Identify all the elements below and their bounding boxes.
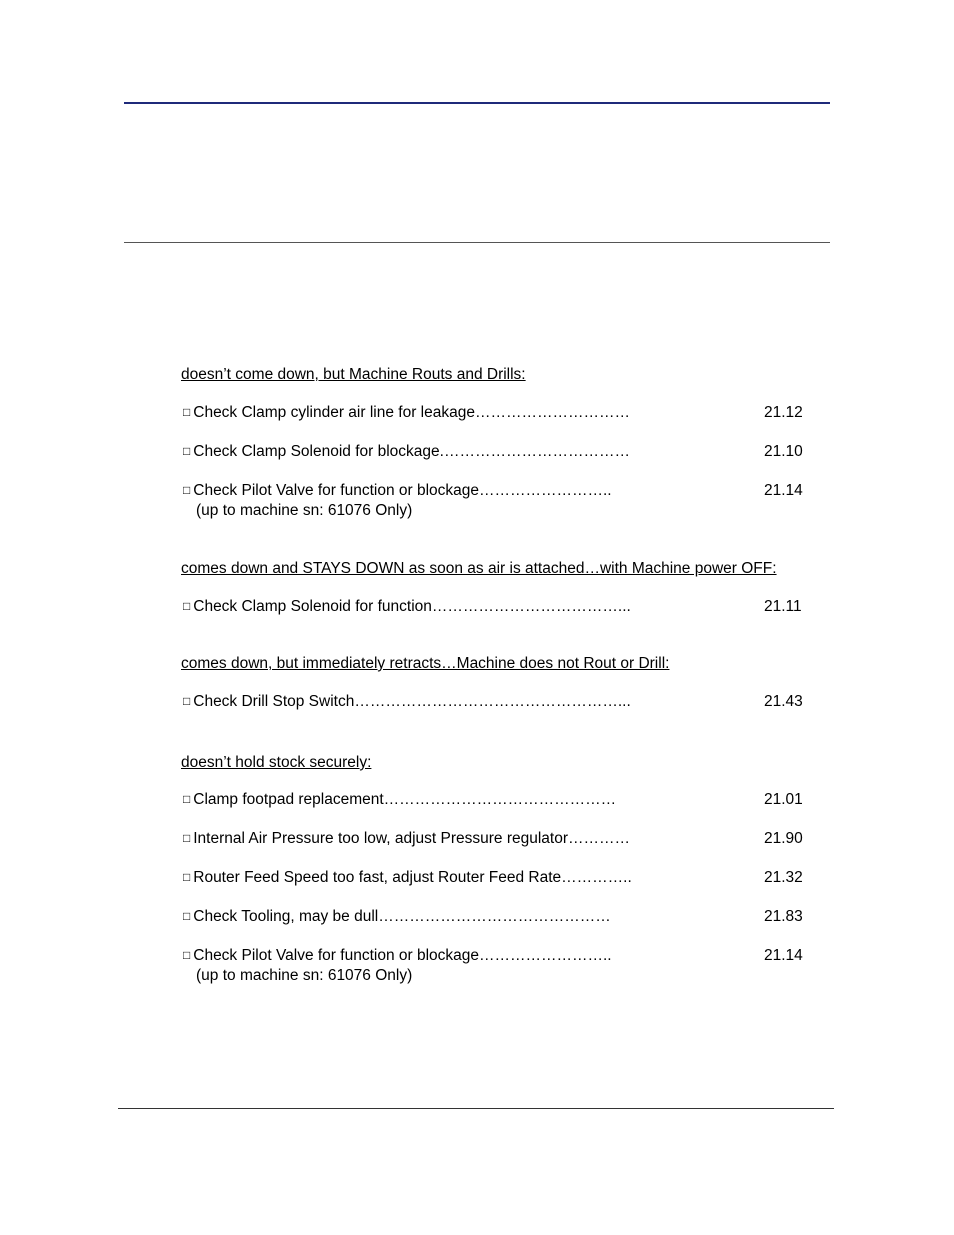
header-rule-top: [124, 102, 830, 104]
item-reference: 21.12: [764, 404, 803, 421]
checklist-item: [183, 869, 823, 887]
section-heading: doesn’t come down, but Machine Routs and Drills:: [181, 366, 526, 383]
checklist-item: [183, 482, 823, 520]
section-heading: comes down, but immediately retracts…Machine does not Rout or Drill:: [181, 655, 670, 672]
item-note: (up to machine sn: 61076 Only): [196, 502, 413, 519]
item-note: (up to machine sn: 61076 Only): [196, 967, 413, 984]
item-reference: 21.83: [764, 908, 803, 925]
item-reference: 21.90: [764, 830, 803, 847]
item-reference: 21.43: [764, 693, 803, 710]
checkbox-icon: □: [183, 444, 191, 458]
item-reference: 21.01: [764, 791, 803, 808]
checklist-item: [183, 830, 823, 848]
item-text: Check Drill Stop Switch……………………………………………...: [193, 693, 631, 710]
item-text: Internal Air Pressure too low, adjust Pressure regulator…………: [193, 830, 631, 847]
checkbox-icon: □: [183, 870, 191, 884]
checkbox-icon: □: [183, 599, 191, 613]
checklist-item: [183, 693, 823, 711]
item-text: Check Tooling, may be dull………………………………………: [193, 908, 611, 925]
item-text: Check Clamp Solenoid for blockage.………………………………: [193, 443, 630, 460]
checkbox-icon: □: [183, 694, 191, 708]
checklist-item: [183, 443, 823, 461]
checkbox-icon: □: [183, 831, 191, 845]
checklist-item: [183, 791, 823, 809]
checkbox-icon: □: [183, 405, 191, 419]
item-reference: 21.11: [764, 598, 802, 615]
checkbox-icon: □: [183, 948, 191, 962]
item-text: Check Pilot Valve for function or blockage……………………..: [193, 947, 612, 964]
footer-rule: [118, 1108, 834, 1109]
item-text: Check Pilot Valve for function or blockage……………………..: [193, 482, 612, 499]
checklist-item: [183, 404, 823, 422]
checklist-item: [183, 908, 823, 926]
item-reference: 21.32: [764, 869, 803, 886]
item-reference: 21.10: [764, 443, 803, 460]
item-text: Check Clamp Solenoid for function………………………………...: [193, 598, 631, 615]
checklist-item: [183, 947, 823, 985]
checkbox-icon: □: [183, 483, 191, 497]
section-heading: comes down and STAYS DOWN as soon as air is attached…with Machine power OFF:: [181, 560, 777, 577]
item-text: Router Feed Speed too fast, adjust Router Feed Rate…………..: [193, 869, 632, 886]
checklist-item: [183, 598, 823, 616]
header-rule-bottom: [124, 242, 830, 243]
checkbox-icon: □: [183, 792, 191, 806]
item-text: Check Clamp cylinder air line for leakage…………………………: [193, 404, 630, 421]
item-reference: 21.14: [764, 482, 803, 499]
item-reference: 21.14: [764, 947, 803, 964]
section-heading: doesn’t hold stock securely:: [181, 754, 372, 771]
item-text: Clamp footpad replacement………………………………………: [193, 791, 617, 808]
checkbox-icon: □: [183, 909, 191, 923]
